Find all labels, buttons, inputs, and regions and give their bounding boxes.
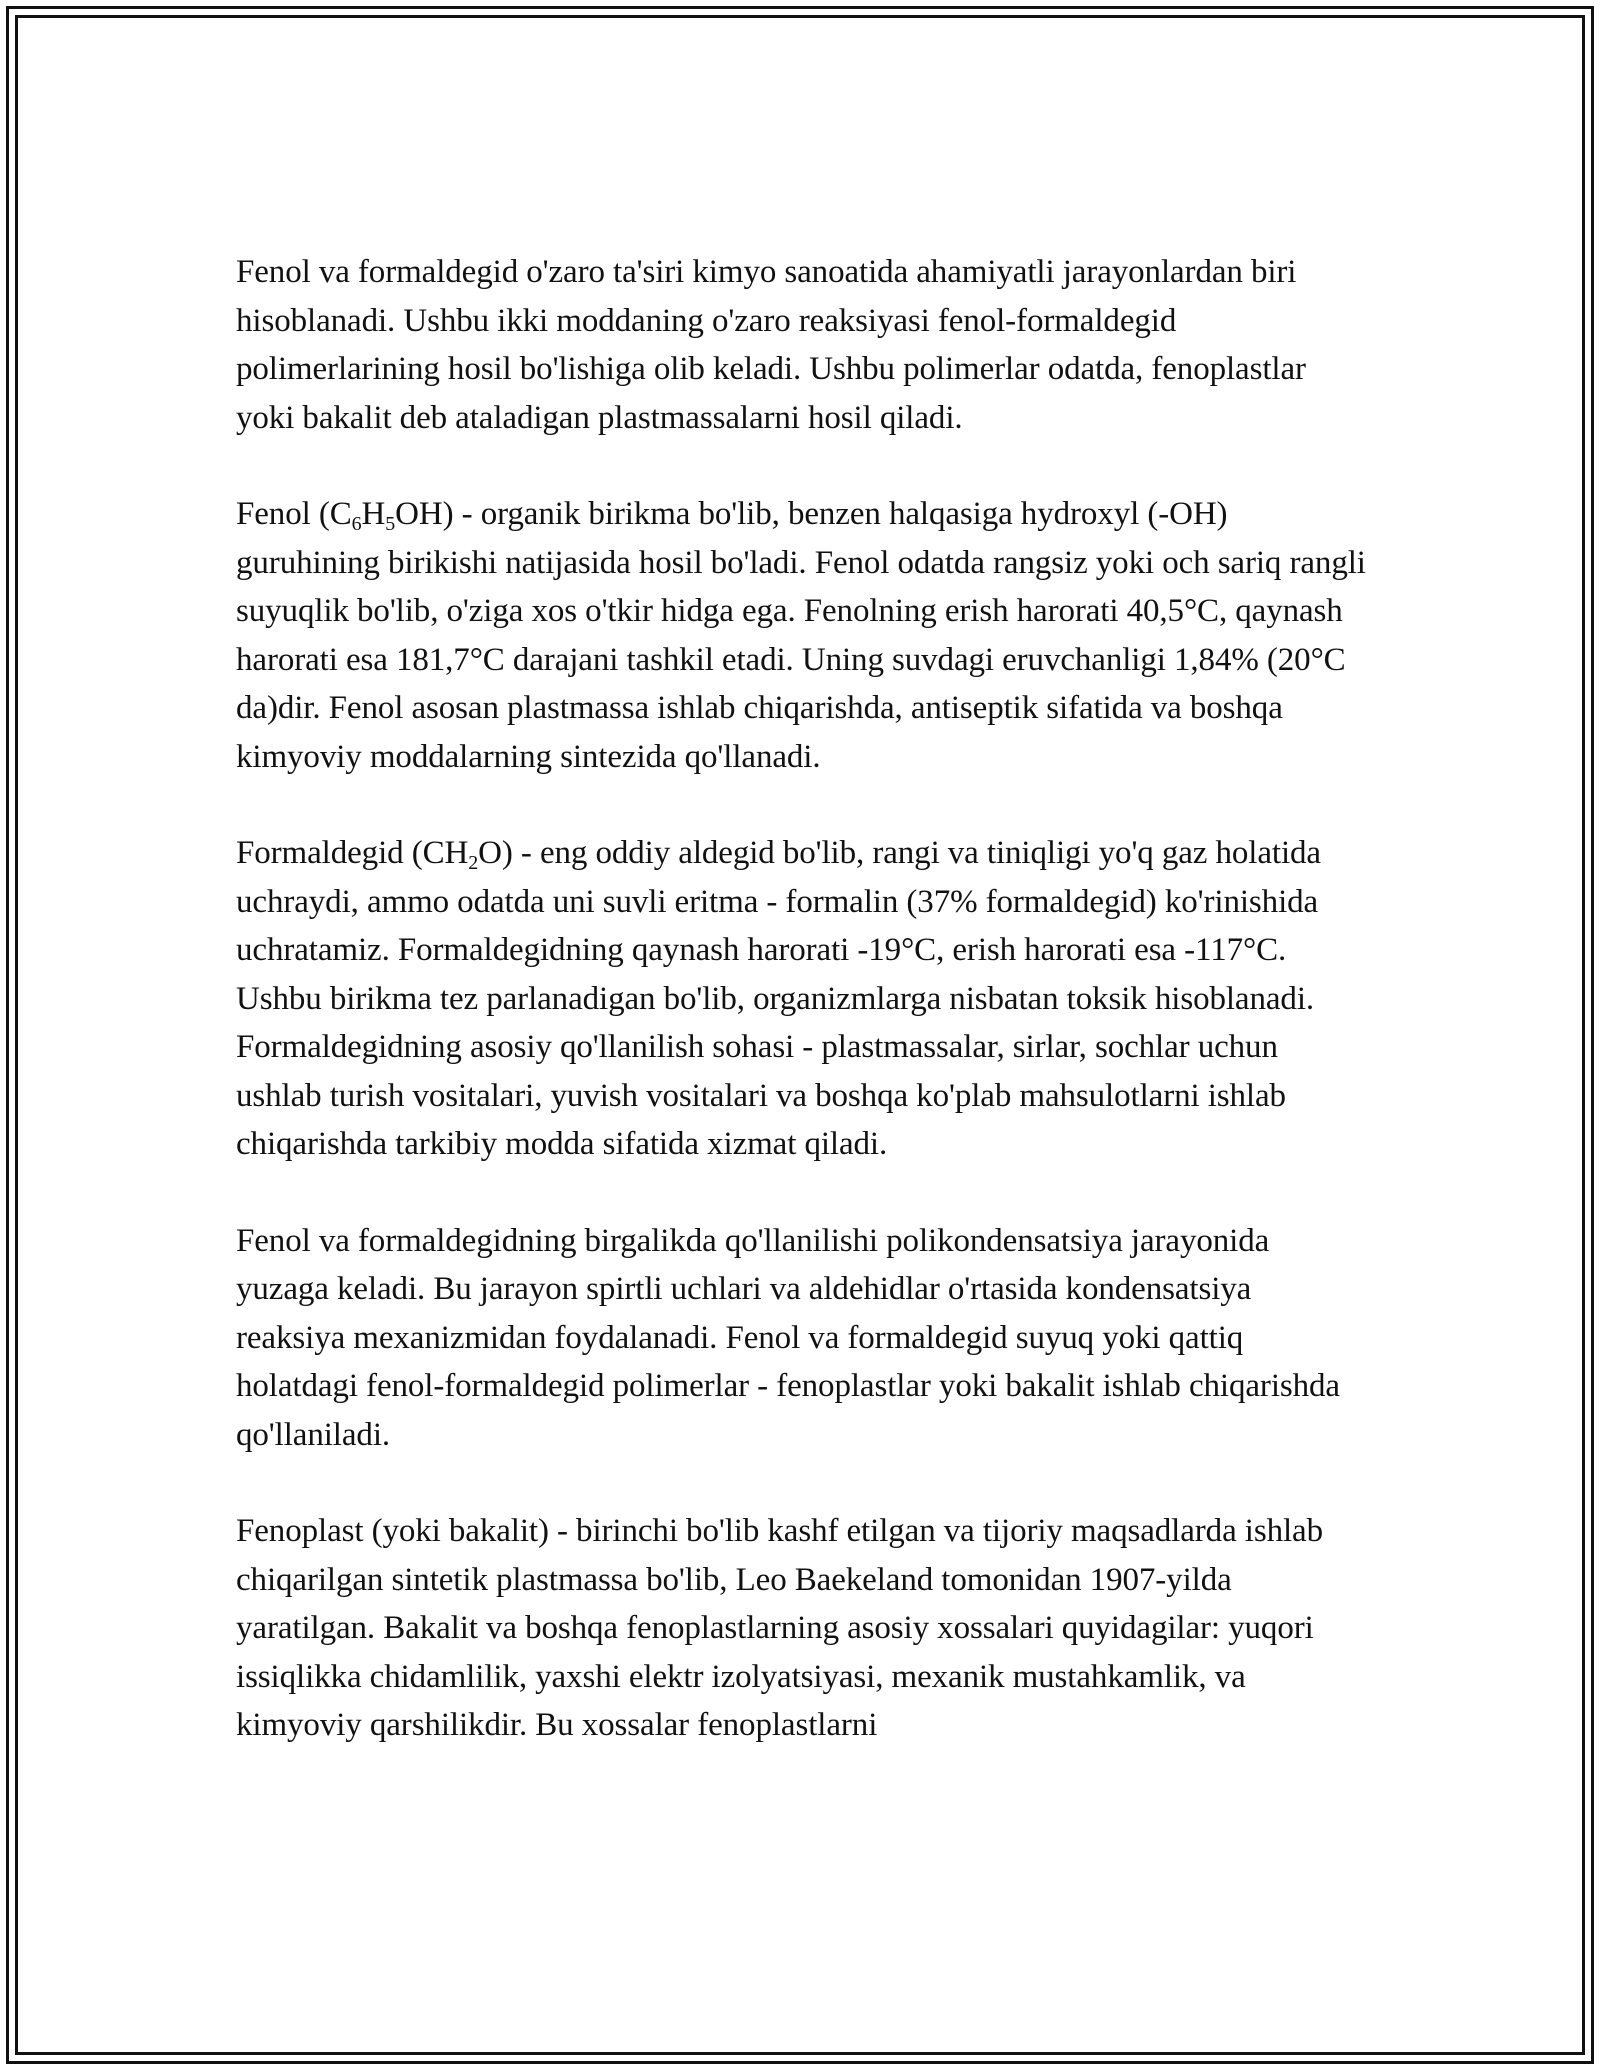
phenol-text-b: H — [361, 496, 386, 532]
formaldehyde-subscript-h: 2 — [468, 852, 479, 874]
document-body — [236, 248, 1366, 1750]
formaldehyde-text-b: O) - eng oddiy aldegid bo'lib, rangi va tiniqligi yo'q gaz holatida uchraydi, ammo odatda uni suvli eritma - formalin (37% formaldegid) ko'rinishida uchratamiz. Formaldegidning qaynash harorati -19°C, erish harorati esa -117°C. Ushbu birikma tez parlanadigan bo'lib, organizmlarga nisbatan toksik hisoblanadi. Formaldegidning asosiy qo'llanilish sohasi - plastmassalar, sirlar, sochlar uchun ushlab turish vositalari, yuvish vositalari va boshqa ko'plab mahsulotlarni ishlab chiqarishda tarkibiy modda sifatida xizmat qiladi. — [236, 835, 1321, 1162]
paragraph-intro: Fenol va formaldegid o'zaro ta'siri kimyo sanoatida ahamiyatli jarayonlardan biri hisoblanadi. Ushbu ikki moddaning o'zaro reaksiyasi fenol-formaldegid polimerlarining hosil bo'lishiga olib keladi. Ushbu polimerlar odatda, fenoplastlar yoki bakalit deb ataladigan plastmassalarni hosil qiladi. — [236, 254, 1306, 436]
formaldehyde-text-a: Formaldegid (CH — [236, 835, 469, 871]
phenol-subscript-c: 6 — [351, 513, 362, 535]
paragraph-formaldehyde — [236, 829, 1366, 1169]
phenol-text-c: OH) - organik birikma bo'lib, benzen halqasiga hydroxyl (-OH) guruhining birikishi natijasida hosil bo'ladi. Fenol odatda rangsiz yoki och sariq rangli suyuqlik bo'lib, o'ziga xos o'tkir hidga ega. Fenolning erish harorati 40,5°C, qaynash harorati esa 181,7°C darajani tashkil etadi. Uning suvdagi eruvchanligi 1,84% (20°C da)dir. Fenol asosan plastmassa ishlab chiqarishda, antiseptik sifatida va boshqa kimyoviy moddalarning sintezida qo'llanadi. — [236, 496, 1366, 775]
phenol-subscript-h: 5 — [385, 513, 396, 535]
phenol-text-a: Fenol (C — [236, 496, 352, 532]
paragraph-fenoplast: Fenoplast (yoki bakalit) - birinchi bo'lib kashf etilgan va tijoriy maqsadlarda ishlab chiqarilgan sintetik plastmassa bo'lib, Leo Baekeland tomonidan 1907-yilda yaratilgan. Bakalit va boshqa fenoplastlarning asosiy xossalari quyidagilar: yuqori issiqlikka chidamlilik, yaxshi elektr izolyatsiyasi, mexanik mustahkamlik, va kimyoviy qarshilikdir. Bu xossalar fenoplastlarni — [236, 1513, 1324, 1743]
paragraph-polycondensation: Fenol va formaldegidning birgalikda qo'llanilishi polikondensatsiya jarayonida yuzaga keladi. Bu jarayon spirtli uchlari va aldehidlar o'rtasida kondensatsiya reaksiya mexanizmidan foydalanadi. Fenol va formaldegid suyuq yoki qattiq holatdagi fenol-formaldegid polimerlar - fenoplastlar yoki bakalit ishlab chiqarishda qo'llaniladi. — [236, 1222, 1340, 1453]
paragraph-phenol — [236, 490, 1366, 781]
